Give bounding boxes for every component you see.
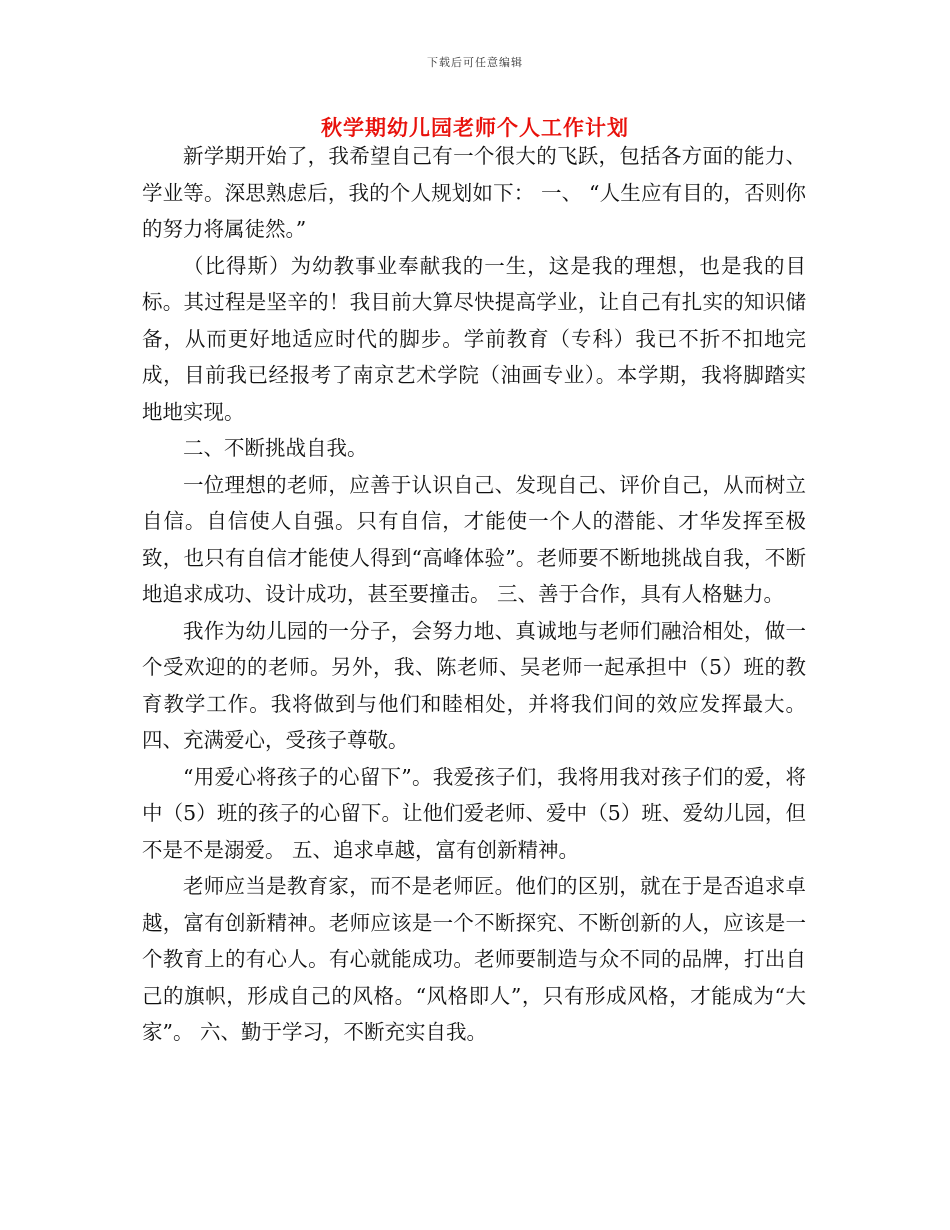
header-note: 下载后可任意编辑 — [427, 56, 523, 69]
paragraph: 老师应当是教育家，而不是老师匠。他们的区别，就在于是否追求卓越，富有创新精神。老师应该是一个不断探究、不断创新的人，应该是一个教育上的有心人。有心就能成功。老师要制造与众不同的品牌，打出自己的旗帜，形成自己的风格。“风格即人”，只有形成风格，才能成为“大家”。 六、勤于学习，不断充实自我。 — [142, 874, 806, 1044]
paragraph: 我作为幼儿园的一分子，会努力地、真诚地与老师们融洽相处，做一个受欢迎的的老师。另外，我、陈老师、吴老师一起承担中（5）班的教育教学工作。我将做到与他们和睦相处，并将我们间的效应发挥最大。 四、充满爱心，受孩子尊敬。 — [142, 618, 806, 752]
paragraph: （比得斯）为幼教事业奉献我的一生，这是我的理想，也是我的目标。其过程是坚辛的！我目前大算尽快提高学业，让自己有扎实的知识储备，从而更好地适应时代的脚步。学前教育（专科）我已不折不扣地完成，目前我已经报考了南京艺术学院（油画专业）。本学期，我将脚踏实地地实现。 — [142, 253, 806, 424]
paragraph: 新学期开始了，我希望自己有一个很大的飞跃，包括各方面的能力、学业等。深思熟虑后，我的个人规划如下： 一、 “人生应有目的，否则你的努力将属徒然。” — [142, 144, 806, 241]
document-body — [142, 138, 806, 1051]
paragraph: 二、不断挑战自我。 — [183, 436, 368, 460]
paragraph: “用爱心将孩子的心留下”。我爱孩子们，我将用我对孩子们的爱，将中（5）班的孩子的心留下。让他们爱老师、爱中（5）班、爱幼儿园，但不是不是溺爱。 五、追求卓越，富有创新精神。 — [142, 764, 806, 862]
document-title: 秋学期幼儿园老师个人工作计划 — [321, 116, 629, 140]
paragraph: 一位理想的老师，应善于认识自己、发现自己、评价自己，从而树立自信。自信使人自强。只有自信，才能使一个人的潜能、才华发挥至极致，也只有自信才能使人得到“高峰体验”。老师要不断地挑战自我，不断地追求成功、设计成功，甚至要撞击。 三、善于合作，具有人格魅力。 — [142, 472, 806, 606]
